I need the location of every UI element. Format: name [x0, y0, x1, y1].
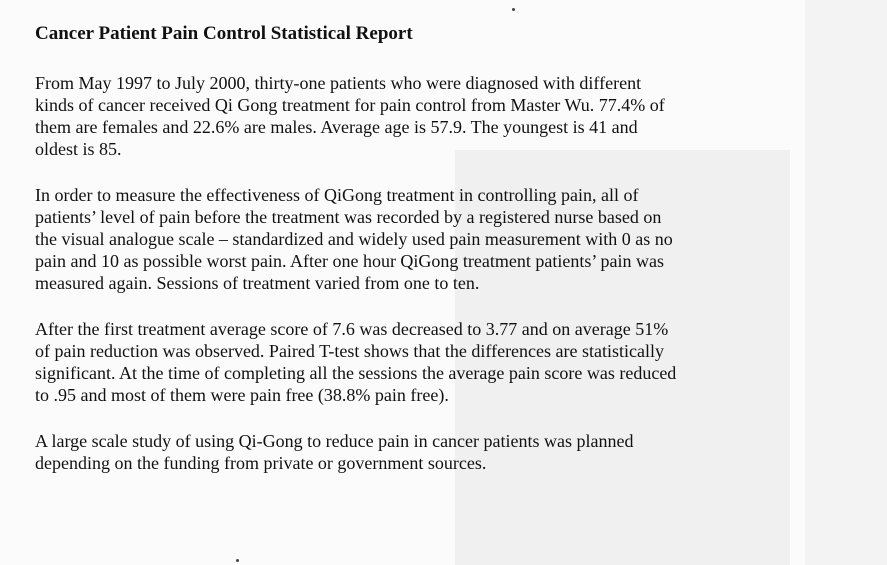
text-line: In order to measure the effectiveness of QiGong treatment in controlling pain, all of	[35, 185, 639, 205]
text-line: the visual analogue scale – standardized and widely used pain measurement with 0 as no	[35, 229, 673, 249]
text-line: them are females and 22.6% are males. Average age is 57.9. The youngest is 41 and	[35, 117, 638, 137]
text-line: oldest is 85.	[35, 139, 122, 159]
text-line: After the first treatment average score of 7.6 was decreased to 3.77 and on average 51%	[35, 319, 669, 339]
text-line: to .95 and most of them were pain free (38.8% pain free).	[35, 385, 449, 405]
text-line: depending on the funding from private or government sources.	[35, 453, 487, 473]
text-line: measured again. Sessions of treatment varied from one to ten.	[35, 273, 480, 293]
paragraph-future-study	[35, 430, 865, 474]
text-line: A large scale study of using Qi-Gong to reduce pain in cancer patients was planned	[35, 431, 634, 451]
text-line: of pain reduction was observed. Paired T-test shows that the differences are statistically	[35, 341, 664, 361]
report-title: Cancer Patient Pain Control Statistical Report	[35, 23, 413, 44]
text-line: significant. At the time of completing all the sessions the average pain score was reduced	[35, 363, 677, 383]
report-body	[35, 22, 865, 498]
text-line: patients’ level of pain before the treatment was recorded by a registered nurse based on	[35, 207, 662, 227]
paragraph-results	[35, 318, 865, 406]
text-line: kinds of cancer received Qi Gong treatment for pain control from Master Wu. 77.4% of	[35, 95, 665, 115]
paragraph-method	[35, 184, 865, 294]
paragraph-patients	[35, 72, 865, 160]
text-line: pain and 10 as possible worst pain. After one hour QiGong treatment patients’ pain was	[35, 251, 665, 271]
scan-speck	[512, 8, 515, 11]
scan-speck	[236, 559, 239, 562]
text-line: From May 1997 to July 2000, thirty-one patients who were diagnosed with different	[35, 73, 642, 93]
